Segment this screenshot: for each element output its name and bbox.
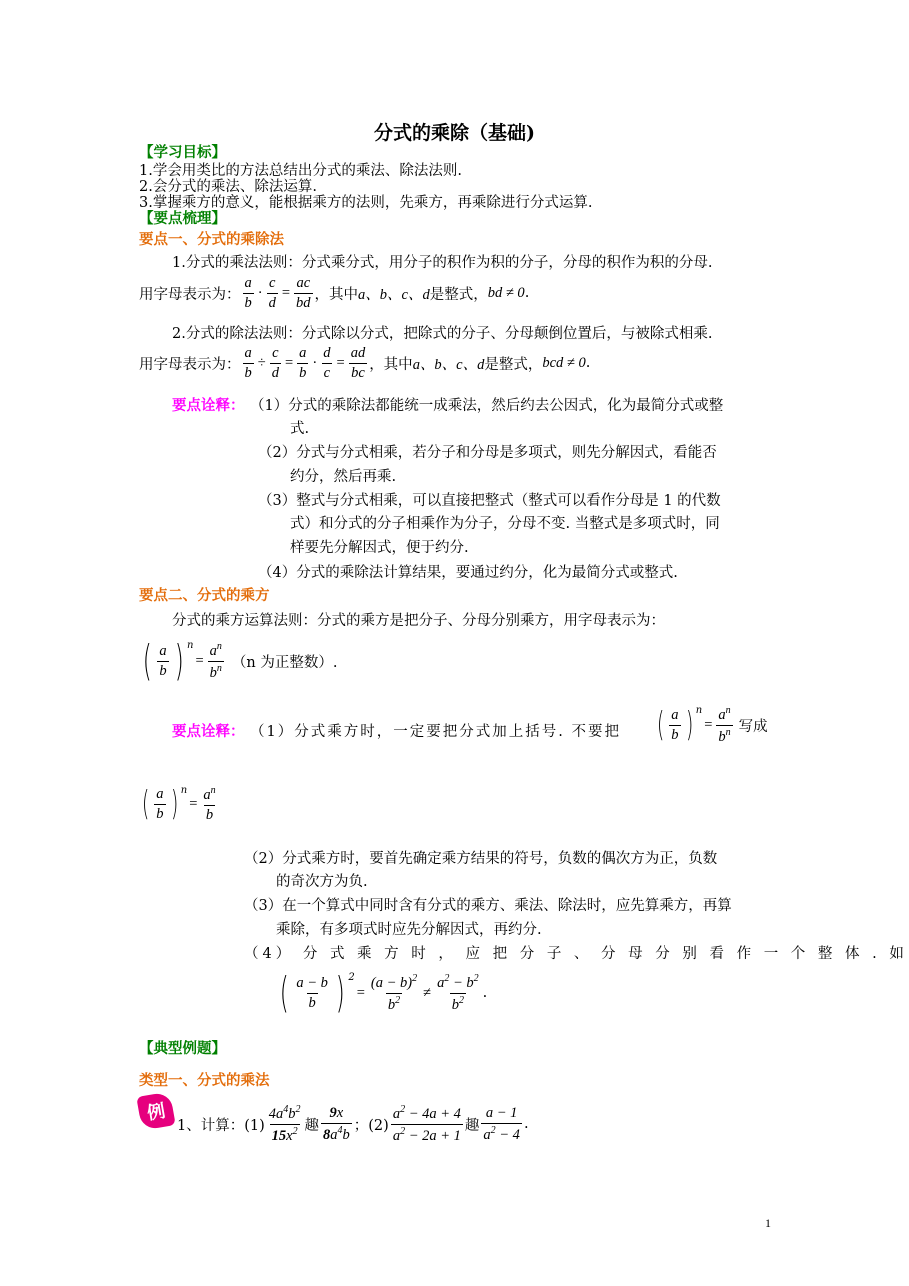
fraction: $\frac{a}{b}$ xyxy=(244,275,252,311)
fraction: $\frac{ad}{bc}$ xyxy=(350,345,366,381)
note-label: 要点诠释： xyxy=(172,723,245,740)
note-item: （1）分式乘方时，一定要把分式加上括号. 不要把 xyxy=(250,724,621,740)
note-item: 约分，然后再乘. xyxy=(290,469,397,485)
keypoint-1-title: 要点一、分式的乘除法 xyxy=(139,231,284,248)
formula-text: ，其中 xyxy=(314,286,359,303)
fraction: $\frac{c}{d}$ xyxy=(271,345,279,381)
section-heading-examples: 【典型例题】 xyxy=(139,1040,226,1057)
multiplication-rule: 1.分式的乘法法则：分式乘分式，用分子的积作为积的分子，分母的积作为积的分母. xyxy=(172,255,713,271)
note-item: （4） 分 式 乘 方 时 ， 应 把 分 子 、 分 母 分 别 看 作 一 个 整 体 . 如 xyxy=(244,946,908,962)
note-label: 要点诠释： xyxy=(172,397,245,414)
note-item: 样要先分解因式，便于约分. xyxy=(290,540,469,556)
section-heading-points: 【要点梳理】 xyxy=(139,210,226,227)
operator-glyph: 趣 xyxy=(464,1117,480,1134)
operator-glyph: 趣 xyxy=(304,1117,320,1134)
note-item: （1）分式的乘除法都能统一成乘法，然后约去公因式，化为最简分式或整 xyxy=(250,398,724,414)
note-item: （2）分式乘方时，要首先确定乘方结果的符号，负数的偶次方为正，负数 xyxy=(244,851,718,867)
multiplication-formula: 用字母表示为： $\frac{a}{b}$ · $\frac{c}{d}$ = $\frac{ac}{bd}$ ，其中 a、b、c、d 是整式， bd ≠ 0 . xyxy=(139,275,530,311)
formula-condition: bcd ≠ 0 xyxy=(542,354,586,371)
note-item: （3）在一个算式中同时含有分式的乘方、乘法、除法时，应先算乘方，再算 xyxy=(244,898,732,914)
type-1-title: 类型一、分式的乘法 xyxy=(139,1072,270,1089)
keypoint-2-title: 要点二、分式的乘方 xyxy=(139,587,270,604)
note-item: （2）分式与分式相乘，若分子和分母是多项式，则先分解因式，看能否 xyxy=(258,445,717,461)
goal-item: 1.学会用类比的方法总结出分式的乘法、除法法则. xyxy=(139,163,462,179)
formula-text: ，其中 xyxy=(369,356,413,373)
fraction: $\frac{a}{b}$ xyxy=(244,345,252,381)
power-rule: 分式的乘方运算法则：分式的乘方是把分子、分母分别乘方，用字母表示为： xyxy=(172,613,665,629)
example-formula: ( $\frac{a - b}{b}$ ) $^2$ = $\frac{(a - b)^2}{b^2}$ ≠ $\frac{a^2 - b^2}{b^2}$ . xyxy=(279,968,488,1017)
section-heading-goals: 【学习目标】 xyxy=(139,144,226,161)
goal-item: 2.会分式的乘法、除法运算. xyxy=(139,179,317,195)
note-item: （4）分式的乘除法计算结果，要通过约分，化为最简分式或整式. xyxy=(258,565,678,581)
formula-text: 是整式， xyxy=(484,356,543,373)
power-condition: （n 为正整数）. xyxy=(231,654,338,671)
division-rule: 2.分式的除法法则：分式除以分式，把除式的分子、分母颠倒位置后，与被除式相乘. xyxy=(172,326,713,342)
example-label: 1、计算：(1) xyxy=(177,1117,265,1134)
example-separator: ；(2) xyxy=(353,1117,389,1134)
note-item: 式. xyxy=(290,421,310,437)
power-formula: ( $\frac{a}{b}$ ) $^n$ = $\frac{a^n}{b^n}$ （n 为正整数）. xyxy=(142,636,338,685)
fraction: $\frac{d}{c}$ xyxy=(323,345,331,381)
fraction: $\frac{c}{d}$ xyxy=(268,275,276,311)
page-title: 分式的乘除（基础) xyxy=(374,122,535,144)
page-number: 1 xyxy=(765,1216,771,1230)
division-formula: 用字母表示为： $\frac{a}{b}$ ÷ $\frac{c}{d}$ = $\frac{a}{b}$ · $\frac{d}{c}$ = $\frac{ad}{bc}$ ，其中 a、b、c、d 是整式， bcd ≠ 0 . xyxy=(139,345,591,381)
note-item: 的奇次方为负. xyxy=(276,874,368,890)
wrong-formula-target: ( $\frac{a}{b}$ ) $^n$ = $\frac{a^n}{b^n}$ 写成 xyxy=(656,705,768,745)
fraction: $\frac{ac}{bd}$ xyxy=(296,275,311,311)
letter-label: 用字母表示为： xyxy=(139,286,241,303)
example-badge: 例 xyxy=(136,1091,175,1130)
formula-condition: bd ≠ 0 xyxy=(487,284,525,301)
example-1: 1、计算：(1) $\frac{4a^4b^2}{15x^2}$ 趣 $\frac{9x}{8a^4b}$ ；(2) $\frac{a^2 - 4a + 4}{a^2 - 2a + 1}$ 趣 $\frac{a - 1}{a^2 - 4}$ . xyxy=(177,1104,529,1144)
note-item: （3）整式与分式相乘，可以直接把整式（整式可以看作分母是 1 的代数 xyxy=(258,493,721,509)
wrong-formula: ( $\frac{a}{b}$ ) $^n$ = $\frac{a^n}{b}$ xyxy=(141,784,216,825)
letter-label: 用字母表示为： xyxy=(139,356,241,373)
fraction: $\frac{a}{b}$ xyxy=(299,345,307,381)
goal-item: 3.掌握乘方的意义，能根据乘方的法则，先乘方，再乘除进行分式运算. xyxy=(139,195,593,211)
note-item: 式）和分式的分子相乘作为分子，分母不变. 当整式是多项式时，同 xyxy=(290,516,720,532)
formula-text: 是整式， xyxy=(429,286,488,303)
formula-vars: a、b、c、d xyxy=(412,356,485,373)
write-as-text: 写成 xyxy=(738,718,768,735)
note-item: 乘除，有多项式时应先分解因式，再约分. xyxy=(276,922,542,938)
formula-vars: a、b、c、d xyxy=(358,286,430,303)
